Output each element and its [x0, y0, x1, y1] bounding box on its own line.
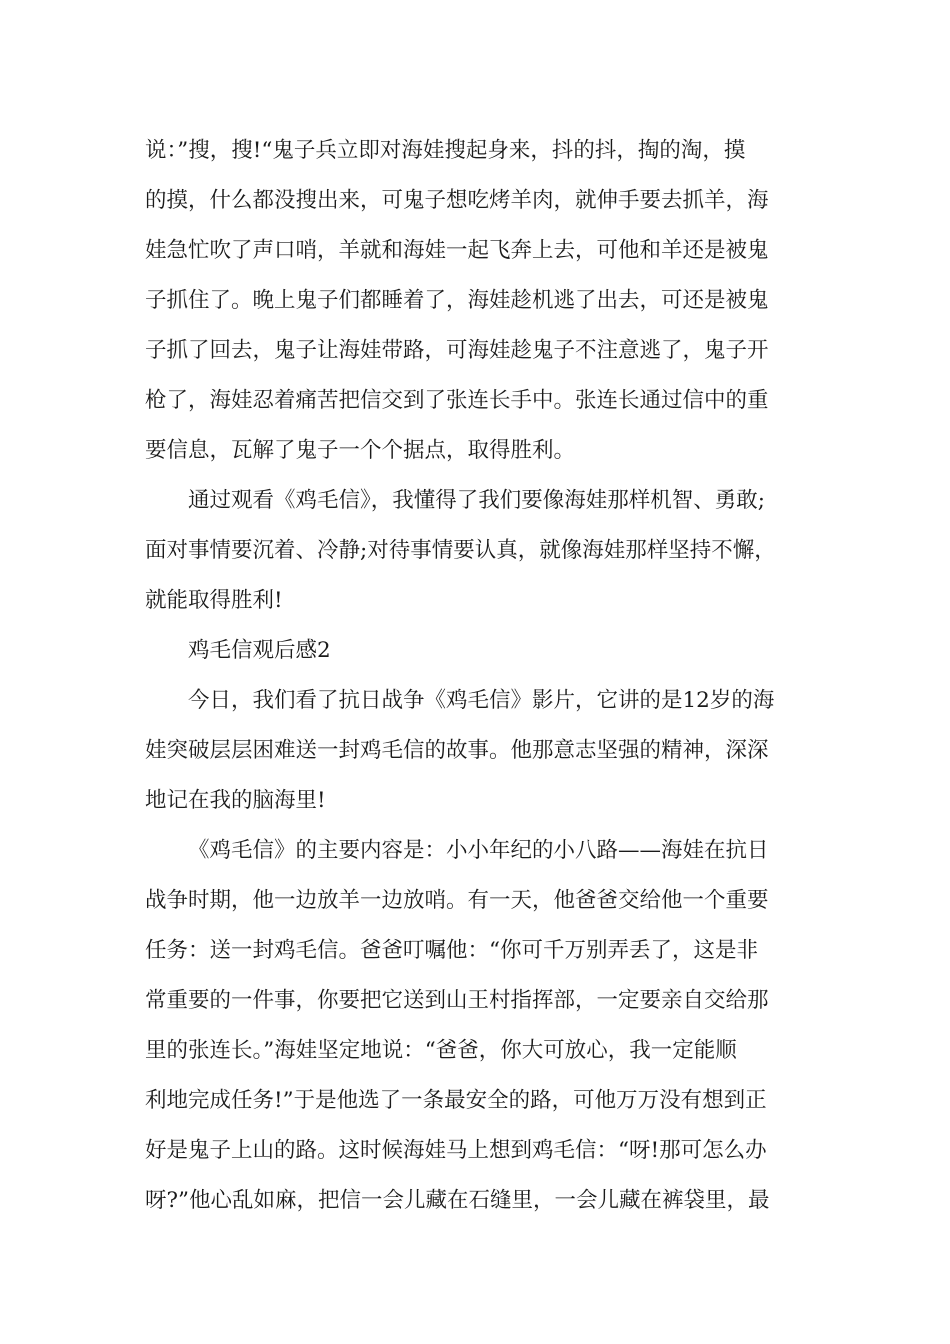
text-line-15: 《鸡毛信》的主要内容是：小小年纪的小八路——海娃在抗日 — [188, 838, 769, 863]
text-line-10: 就能取得胜利! — [145, 588, 283, 613]
text-line-9: 面对事情要沉着、冷静;对待事情要认真，就像海娃那样坚持不懈， — [145, 538, 776, 563]
text-line-5: 子抓了回去，鬼子让海娃带路，可海娃趁鬼子不注意逃了，鬼子开 — [145, 338, 769, 363]
text-line-6: 枪了，海娃忍着痛苦把信交到了张连长手中。张连长通过信中的重 — [145, 388, 769, 413]
text-line-2: 的摸，什么都没搜出来，可鬼子想吃烤羊肉，就伸手要去抓羊，海 — [145, 188, 769, 213]
text-line-7: 要信息，瓦解了鬼子一个个据点，取得胜利。 — [145, 438, 576, 463]
text-line-22: 呀?”他心乱如麻，把信一会儿藏在石缝里，一会儿藏在裤袋里，最 — [145, 1188, 770, 1213]
text-line-1: 说：”搜，搜!“鬼子兵立即对海娃搜起身来，抖的抖，掏的淘，摸 — [145, 138, 746, 163]
text-line-20: 利地完成任务!”于是他选了一条最安全的路，可他万万没有想到正 — [145, 1088, 767, 1113]
text-line-17: 任务：送一封鸡毛信。爸爸叮嘱他：“你可千万别弄丢了，这是非 — [145, 938, 758, 963]
text-line-3: 娃急忙吹了声口哨，羊就和海娃一起飞奔上去，可他和羊还是被鬼 — [145, 238, 769, 263]
text-line-16: 战争时期，他一边放羊一边放哨。有一天，他爸爸交给他一个重要 — [145, 888, 769, 913]
text-line-8: 通过观看《鸡毛信》，我懂得了我们要像海娃那样机智、勇敢; — [188, 488, 765, 513]
text-line-4: 子抓住了。晚上鬼子们都睡着了，海娃趁机逃了出去，可还是被鬼 — [145, 288, 769, 313]
text-line-19: 里的张连长。”海娃坚定地说：“爸爸，你大可放心，我一定能顺 — [145, 1038, 737, 1063]
text-line-14: 地记在我的脑海里! — [145, 788, 326, 813]
text-line-21: 好是鬼子上山的路。这时候海娃马上想到鸡毛信：“呀!那可怎么办 — [145, 1138, 767, 1163]
text-line-12: 今日，我们看了抗日战争《鸡毛信》影片，它讲的是12岁的海 — [188, 688, 775, 713]
text-line-18: 常重要的一件事，你要把它送到山王村指挥部，一定要亲自交给那 — [145, 988, 769, 1013]
section-heading: 鸡毛信观后感2 — [188, 638, 331, 663]
text-line-13: 娃突破层层困难送一封鸡毛信的故事。他那意志坚强的精神，深深 — [145, 738, 769, 763]
